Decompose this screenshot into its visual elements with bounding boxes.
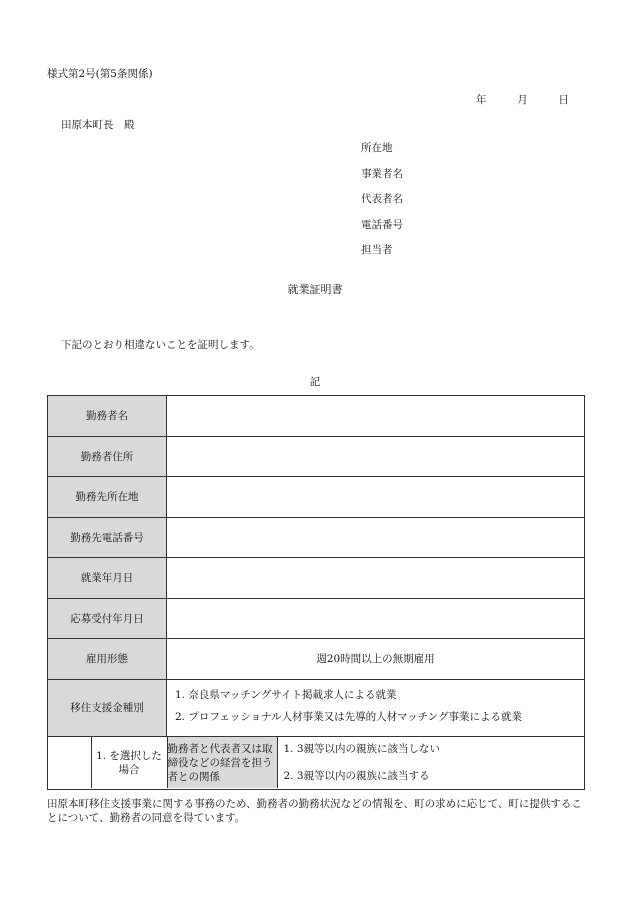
addressee: 田原本町長 殿 [61,119,135,131]
table-row [48,517,585,558]
certificate-table [47,395,585,790]
applicant-contact-label: 担当者 [361,244,393,256]
employment-date-field[interactable] [167,558,585,599]
date-day: 日 [558,94,569,106]
worker-name-label: 勤務者名 [48,396,167,437]
applicant-address-label: 所在地 [361,142,393,154]
application-date-field[interactable] [167,598,585,639]
table-row [48,477,585,518]
applicant-block [361,141,403,269]
workplace-address-label: 勤務先所在地 [48,477,167,518]
ki-heading: 記 [309,376,321,388]
intro-text: 下記のとおり相違ないことを証明します。 [61,339,260,351]
consent-note: 田原本町移住支援事業に関する事務のため、勤務者の勤務状況などの情報を、町の求めに応じて、町に提供することについて、勤務者の同意を得ています。 [47,798,582,824]
applicant-representative-label: 代表者名 [361,193,403,205]
worker-address-field[interactable] [167,436,585,477]
table-row [48,436,585,477]
relation-option-1[interactable]: 1. 3親等以内の親族に該当しない [283,742,441,755]
employment-type-value: 週20時間以上の無期雇用 [167,639,585,680]
date-year: 年 [476,94,487,106]
workplace-phone-field[interactable] [167,517,585,558]
relation-options [277,737,584,788]
applicant-business-name-label: 事業者名 [361,167,403,180]
worker-address-label: 勤務者住所 [48,436,167,477]
workplace-address-field[interactable] [167,477,585,518]
application-date-label: 応募受付年月日 [48,598,167,639]
table-row [48,396,585,437]
document-title: 就業証明書 [287,283,343,296]
sub-case-table [48,737,584,788]
workplace-phone-label: 勤務先電話番号 [48,517,167,558]
indent-spacer [48,737,91,788]
support-type-option-1[interactable]: 1. 奈良県マッチングサイト掲載求人による就業 [175,688,397,701]
sub-case-cell [48,736,585,789]
date-month: 月 [517,94,528,106]
employment-date-label: 就業年月日 [48,558,167,599]
sub-case-label: 1. を選択した場合 [91,737,167,788]
table-row [48,598,585,639]
form-number: 様式第2号(第5条関係) [47,68,153,80]
relation-option-2[interactable]: 2. 3親等以内の親族に該当する [283,769,430,782]
worker-name-field[interactable] [167,396,585,437]
table-row [48,558,585,599]
table-row [48,679,585,736]
employment-type-label: 雇用形態 [48,639,167,680]
table-row [48,639,585,680]
table-row [48,736,585,789]
relation-label: 勤務者と代表者又は取締役などの経営を担う者との関係 [167,737,277,788]
support-type-label: 移住支援金種別 [48,679,167,736]
support-type-option-2[interactable]: 2. プロフェッショナル人材事業又は先導的人材マッチング事業による就業 [175,710,522,723]
date-line [476,92,569,107]
applicant-phone-label: 電話番号 [361,218,403,231]
support-type-options [167,679,585,736]
